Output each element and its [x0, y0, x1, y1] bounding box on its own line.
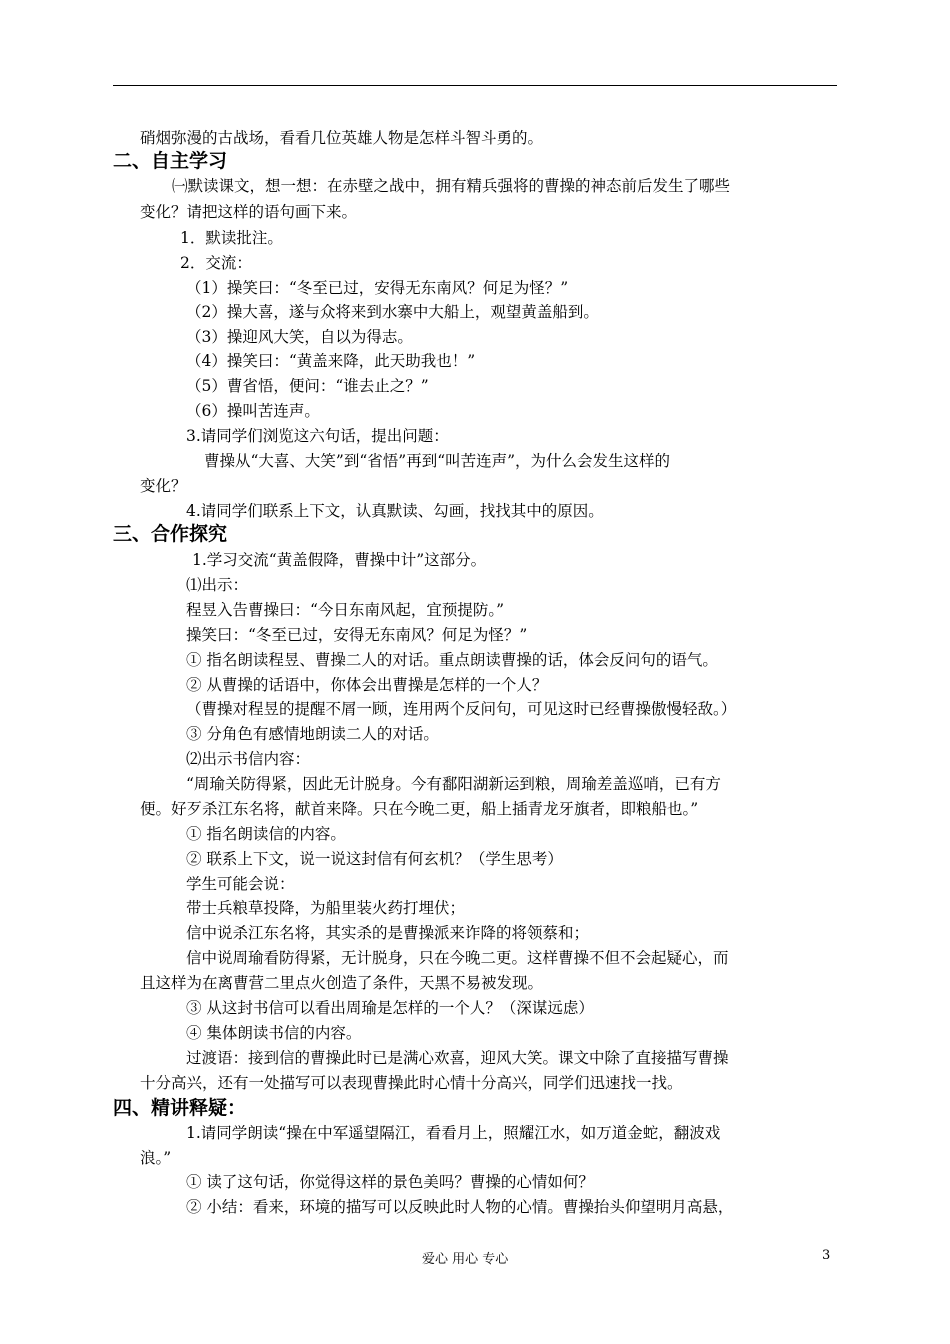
text-line: 变化？	[140, 477, 187, 495]
text-line: ③ 从这封书信可以看出周瑜是怎样的一个人？（深谋远虑）	[186, 999, 594, 1017]
text-line: （2）操大喜，遂与众将来到水寨中大船上，观望黄盖船到。	[186, 303, 599, 321]
text-line: ⑴出示：	[186, 576, 249, 594]
text-line: 浪。”	[140, 1149, 172, 1167]
text-line: 信中说杀江东名将，其实杀的是曹操派来诈降的将领蔡和；	[186, 924, 590, 942]
text-line: （6）操叫苦连声。	[186, 402, 320, 420]
text-line: 学生可能会说：	[186, 875, 295, 893]
text-line: （曹操对程昱的提醒不屑一顾，连用两个反问句，可见这时已经曹操傲慢轻敌。）	[186, 700, 737, 718]
text-line: ② 从曹操的话语中，你体会出曹操是怎样的一个人？	[186, 676, 548, 694]
text-line: 便。好歹杀江东名将，献首来降。只在今晚二更，船上插青龙牙旗者，即粮船也。”	[140, 800, 699, 818]
text-line: 2．交流：	[180, 254, 252, 272]
text-line: （4）操笑曰：“黄盖来降，此天助我也！”	[186, 352, 476, 370]
section-heading: 三、合作探究	[113, 523, 228, 545]
text-line: 4.请同学们联系上下文，认真默读、勾画，找找其中的原因。	[186, 502, 604, 520]
footer-motto: 爱心 用心 专心	[422, 1252, 509, 1267]
section-heading: 四、精讲释疑：	[113, 1097, 247, 1119]
text-line: 操笑曰：“冬至已过，安得无东南风？何足为怪？”	[186, 626, 528, 644]
text-line: 且这样为在离曹营二里点火创造了条件，天黑不易被发现。	[140, 974, 544, 992]
text-line: ① 读了这句话，你觉得这样的景色美吗？曹操的心情如何？	[186, 1173, 594, 1191]
text-line: 1．默读批注。	[180, 229, 283, 247]
text-line: 信中说周瑜看防得紧，无计脱身，只在今晚二更。这样曹操不但不会起疑心，而	[186, 949, 729, 967]
text-line: ⑵出示书信内容：	[186, 750, 311, 768]
text-line: （1）操笑曰：“冬至已过，安得无东南风？何足为怪？”	[186, 279, 569, 297]
text-line: ④ 集体朗读书信的内容。	[186, 1024, 362, 1042]
page-number: 3	[822, 1248, 831, 1263]
text-line: ㈠默读课文，想一想：在赤壁之战中，拥有精兵强将的曹操的神态前后发生了哪些	[172, 177, 731, 195]
text-line: 带士兵粮草投降，为船里装火药打埋伏；	[186, 899, 466, 917]
text-line: 硝烟弥漫的古战场，看看几位英雄人物是怎样斗智斗勇的。	[140, 129, 544, 147]
text-line: “周瑜关防得紧，因此无计脱身。今有鄱阳湖新运到粮，周瑜差盖巡哨，已有方	[186, 775, 721, 793]
text-line: （3）操迎风大笑，自以为得志。	[186, 328, 413, 346]
text-line: ② 联系上下文，说一说这封信有何玄机？（学生思考）	[186, 850, 563, 868]
text-line: 程昱入告曹操曰：“今日东南风起，宜预提防。”	[186, 601, 505, 619]
text-line: 3.请同学们浏览这六句话，提出问题：	[186, 427, 449, 445]
text-line: 曹操从“大喜、大笑”到“省悟”再到“叫苦连声”，为什么会发生这样的	[204, 452, 671, 470]
text-line: ③ 分角色有感情地朗读二人的对话。	[186, 725, 439, 743]
text-line: ① 指名朗读程昱、曹操二人的对话。重点朗读曹操的话，体会反问句的语气。	[186, 651, 718, 669]
text-line: 1.学习交流“黄盖假降，曹操中计”这部分。	[192, 551, 487, 569]
text-line: ② 小结：看来，环境的描写可以反映此时人物的心情。曹操抬头仰望明月高悬，	[186, 1198, 734, 1216]
header-rule	[113, 85, 837, 86]
text-line: 1.请同学朗读“操在中军遥望隔江，看看月上，照耀江水，如万道金蛇，翻波戏	[186, 1124, 721, 1142]
text-line: 十分高兴，还有一处描写可以表现曹操此时心情十分高兴，同学们迅速找一找。	[140, 1074, 683, 1092]
section-heading: 二、自主学习	[113, 150, 228, 172]
text-line: 变化？请把这样的语句画下来。	[140, 203, 358, 221]
text-line: （5）曹省悟，便问：“谁去止之？”	[186, 377, 429, 395]
text-line: ① 指名朗读信的内容。	[186, 825, 346, 843]
text-line: 过渡语：接到信的曹操此时已是满心欢喜，迎风大笑。课文中除了直接描写曹操	[186, 1049, 729, 1067]
